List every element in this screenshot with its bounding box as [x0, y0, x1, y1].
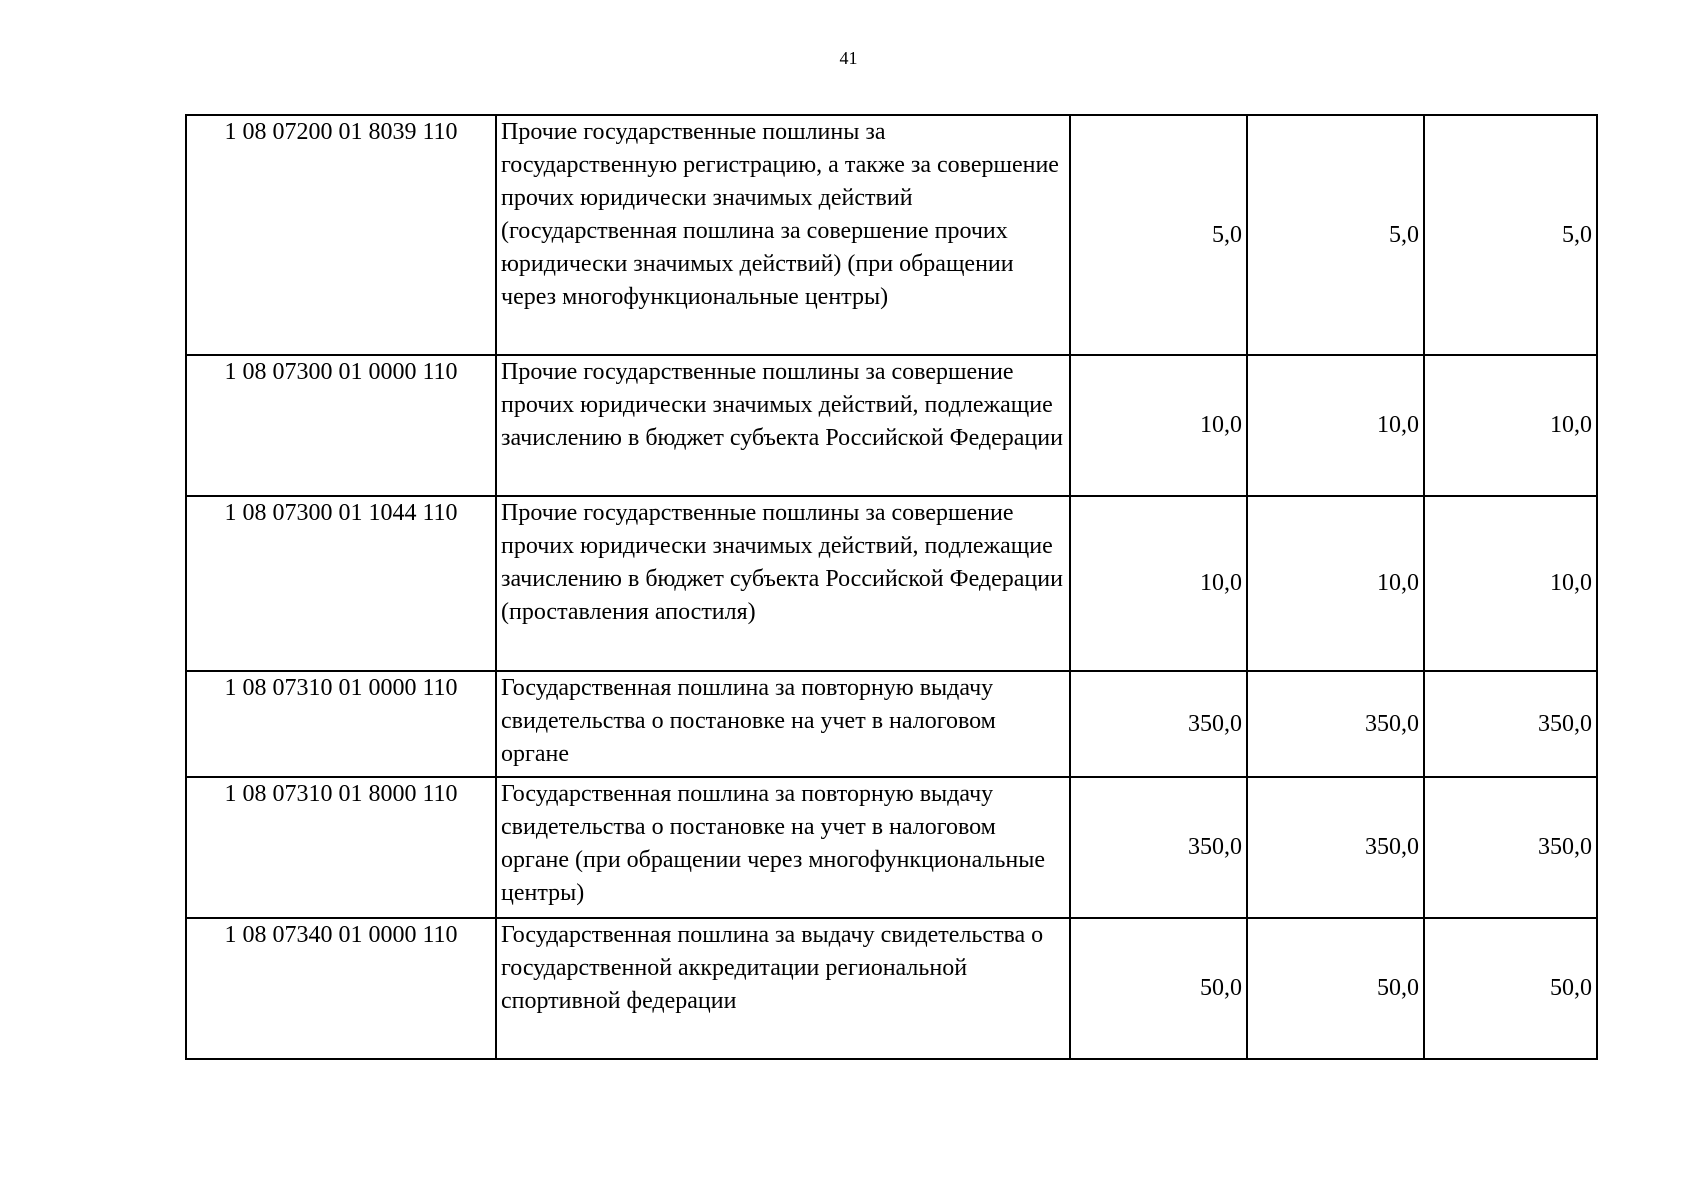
income-description: Государственная пошлина за повторную выдачу свидетельства о постановке на учет в налоговом органе — [496, 671, 1070, 777]
income-description: Прочие государственные пошлины за государственную регистрацию, а также за совершение прочих юридически значимых действий (государственная пошлина за совершение прочих юридически значимых действий) (при обращении через многофункциональные центры) — [496, 115, 1070, 355]
amount-year-1: 5,0 — [1070, 115, 1247, 355]
amount-year-3: 5,0 — [1424, 115, 1597, 355]
amount-year-2: 350,0 — [1247, 777, 1424, 918]
amount-year-1: 350,0 — [1070, 777, 1247, 918]
kbk-code: 1 08 07200 01 8039 110 — [186, 115, 496, 355]
kbk-code: 1 08 07300 01 1044 110 — [186, 496, 496, 671]
amount-year-2: 10,0 — [1247, 496, 1424, 671]
kbk-code: 1 08 07340 01 0000 110 — [186, 918, 496, 1059]
amount-year-2: 350,0 — [1247, 671, 1424, 777]
amount-year-3: 350,0 — [1424, 777, 1597, 918]
kbk-code: 1 08 07310 01 8000 110 — [186, 777, 496, 918]
amount-year-2: 50,0 — [1247, 918, 1424, 1059]
amount-year-2: 10,0 — [1247, 355, 1424, 496]
table-row — [186, 918, 1597, 1059]
amount-year-1: 10,0 — [1070, 496, 1247, 671]
kbk-code: 1 08 07300 01 0000 110 — [186, 355, 496, 496]
income-description: Прочие государственные пошлины за совершение прочих юридически значимых действий, подлежащие зачислению в бюджет субъекта Российской Федерации (проставления апостиля) — [496, 496, 1070, 671]
amount-year-3: 10,0 — [1424, 355, 1597, 496]
table-row — [186, 115, 1597, 355]
amount-year-2: 5,0 — [1247, 115, 1424, 355]
table-row — [186, 496, 1597, 671]
table-row — [186, 671, 1597, 777]
amount-year-3: 50,0 — [1424, 918, 1597, 1059]
amount-year-3: 10,0 — [1424, 496, 1597, 671]
amount-year-1: 50,0 — [1070, 918, 1247, 1059]
kbk-code: 1 08 07310 01 0000 110 — [186, 671, 496, 777]
table-row — [186, 355, 1597, 496]
amount-year-1: 350,0 — [1070, 671, 1247, 777]
budget-table — [185, 114, 1598, 1060]
income-description: Государственная пошлина за повторную выдачу свидетельства о постановке на учет в налоговом органе (при обращении через многофункциональные центры) — [496, 777, 1070, 918]
page-number: 41 — [839, 48, 858, 68]
amount-year-3: 350,0 — [1424, 671, 1597, 777]
income-description: Прочие государственные пошлины за совершение прочих юридически значимых действий, подлежащие зачислению в бюджет субъекта Российской Федерации — [496, 355, 1070, 496]
income-description: Государственная пошлина за выдачу свидетельства о государственной аккредитации региональной спортивной федерации — [496, 918, 1070, 1059]
table-row — [186, 777, 1597, 918]
amount-year-1: 10,0 — [1070, 355, 1247, 496]
